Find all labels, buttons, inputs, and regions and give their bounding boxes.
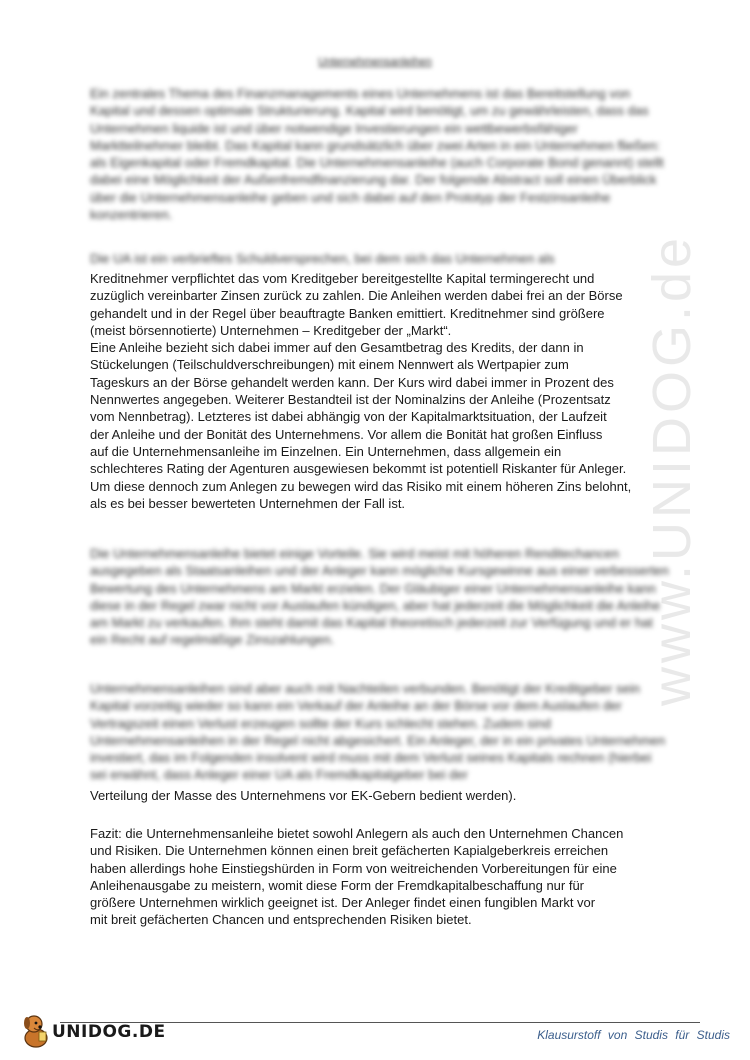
paragraph-advantages: Die Unternehmensanleihe bietet einige Vorteile. Sie wird meist mit höheren Renditechancen ausgegeben als Staatsanleihen und der Anleger kann mögliche Kursgewinne aus einer verbesserten Bewertung des Unternehmens am Markt erzielen. Der Gläubiger einer Unternehmensanleihe kann diese in der Regel zwar nicht vor Auslaufen kündigen, aber hat jederzeit die Möglichkeit die Anleihe am Markt zu verkaufen. Ihm steht damit das Kapital theoretisch jederzeit zur Verfügung und er hat ein Recht auf regelmäßige Zinszahlungen. <box>90 546 669 648</box>
paragraph-line: schlechteres Rating der Agenturen ausgewiesen bekommt ist potentiell Riskanter für Anleger. <box>90 461 627 477</box>
paragraph-line: gehandelt und in der Regel über beauftragte Banken emittiert. Kreditnehmer sind größere <box>90 305 605 321</box>
paragraph-line: Tageskurs an der Börse gehandelt werden kann. Der Kurs wird dabei immer in Prozent des <box>90 374 614 390</box>
logo-text: UNIDOG.DE <box>52 1022 166 1042</box>
paragraph-conclusion <box>90 825 670 929</box>
paragraph-definition-first-line: Die UA ist ein verbrieftes Schuldversprechen, bei dem sich das Unternehmen als <box>90 251 555 266</box>
paragraph-line: Kreditnehmer verpflichtet das vom Kreditgeber bereitgestellte Kapital termingerecht und <box>90 271 595 286</box>
paragraph-line: auf die Unternehmensanleihe im Einzelnen. Ein Unternehmen, dass allgemein ein <box>90 443 562 459</box>
paragraph-line: und Risiken. Die Unternehmen können einen breit gefächerten Kapialgeberkreis erreichen <box>90 843 609 859</box>
unidog-logo <box>20 1010 166 1050</box>
paragraph-line: größere Unternehmen wirklich geeignet ist. Der Anleger findet einen fungiblen Markt vor <box>90 895 596 911</box>
paragraph-line: zuzüglich vereinbarter Zinsen zurück zu zahlen. Die Anleihen werden dabei frei an der Börse <box>90 288 623 304</box>
paragraph-line: Um diese dennoch zum Anlegen zu bewegen wird das Risiko mit einem höheren Zins belohnt, <box>90 478 632 494</box>
paragraph-line: haben allerdings hohe Einstiegshürden in Form von weitreichenden Vorbereitungen für eine <box>90 860 617 876</box>
paragraph-intro: Ein zentrales Thema des Finanzmanagements eines Unternehmens ist das Bereitstellung von Kapital und dessen optimale Strukturierung. Kapital wird benötigt, um zu gewährleisten, dass das Unternehmen liquide ist und über notwendige Investierungen ein wettbewerbsfähiger Marktteilnehmer bleibt. Das Kapital kann grundsätzlich über zwei Arten in ein Unternehmen fließen: als Eigenkapital oder Fremdkapital. Die Unternehmensanleihe (auch Corporate Bond genannt) stellt dabei eine Möglichkeit der Außenfremdfinanzierung dar. Der folgende Abstract soll einen Überblick über die Unternehmensanleihe geben und sich dabei auf den Prototyp der Festzinsanleihe konzentrieren. <box>90 86 664 223</box>
paragraph-line: als es bei besser bewerteten Unternehmen der Fall ist. <box>90 495 406 511</box>
paragraph-line: Anleihenausgabe zu meistern, womit diese Form der Fremdkapitalbeschaffung nur für <box>90 877 585 893</box>
paragraph-line: Eine Anleihe bezieht sich dabei immer auf den Gesamtbetrag des Kredits, der dann in <box>90 340 584 356</box>
footer-tagline: Klausurstoff von Studis für Studis <box>537 1028 730 1042</box>
watermark: www.UNIDOG.de <box>642 233 702 707</box>
paragraph-line: der Anleihe und der Bonität des Unternehmens. Vor allem die Bonität hat großen Einfluss <box>90 426 603 442</box>
paragraph-line: vom Nennbetrag). Letzteres ist dabei abhängig von der Kapitalmarktsituation, der Laufzeit <box>90 409 607 425</box>
paragraph-line: (meist börsennotierte) Unternehmen – Kreditgeber der „Markt“. <box>90 322 452 338</box>
paragraph-definition <box>90 270 670 512</box>
dog-mascot-icon <box>20 1010 54 1050</box>
paragraph-line: Stückelungen (Teilschuldverschreibungen) mit einem Nennwert als Wertpapier zum <box>90 357 569 373</box>
paragraph-line: Fazit: die Unternehmensanleihe bietet sowohl Anlegern als auch den Unternehmen Chancen <box>90 826 624 841</box>
paragraph-disadvantages-last-line: Verteilung der Masse des Unternehmens vor EK-Gebern bedient werden). <box>90 788 517 803</box>
document-title: Unternehmensanleihen <box>318 56 432 68</box>
paragraph-line: Nennwertes angegeben. Weiterer Bestandteil ist der Nominalzins der Anleihe (Prozentsatz <box>90 392 611 408</box>
paragraph-line: mit breit gefächerten Chancen und entsprechenden Risiken bietet. <box>90 912 472 928</box>
paragraph-disadvantages: Unternehmensanleihen sind aber auch mit Nachteilen verbunden. Benötigt der Kreditgeber sein Kapital vorzeitig wieder so kann ein Verkauf der Anleihe an der Börse vor dem Auslaufen der Vertragszeit einen Verlust erzeugen sollte der Kurs schlecht stehen. Zudem sind Unternehmensanleihen in der Regel nicht abgesichert. Ein Anleger, der in ein privates Unternehmen investiert, das im Folgenden insolvent wird muss mit dem Verlust seines Kapitals rechnen (hierbei sei erwähnt, dass Anleger einer UA als Fremdkapitalgeber bei der <box>90 681 666 783</box>
